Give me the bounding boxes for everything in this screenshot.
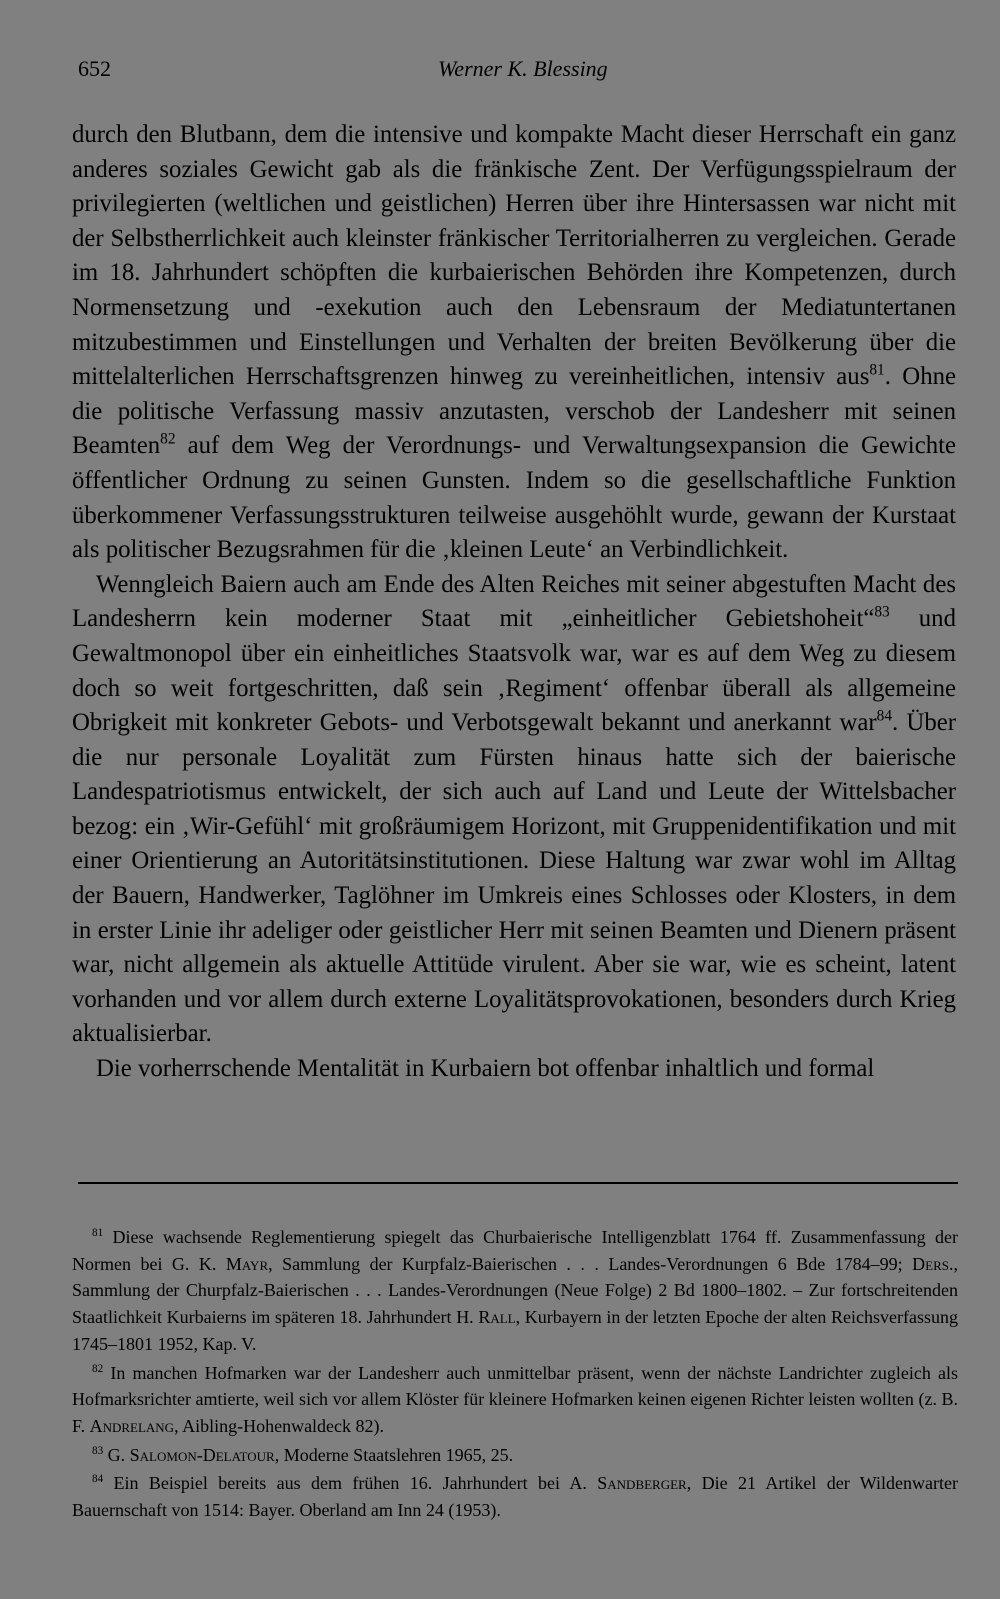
footnote-text: , Moderne Staatslehren 1965, 25. [274, 1444, 514, 1465]
footnote-separator [78, 1182, 958, 1184]
paragraph-2-text-c: . Über die nur personale Loyalität zum Fürsten hinaus hatte sich der baierische Landespatriotismus entwickelt, der sich auch auf Land und Leute der Wittelsbacher bezog: ein ‚Wir-Gefühl‘ mit großräumigem Horizont, mit Gruppenidentifikation und mit einer Orientierung an Autoritätsinstitutionen. Diese Haltung war zwar wohl im Alltag der Bauern, Handwerker, Taglöhner im Umkreis eines Schlosses oder Klosters, in dem in erster Linie ihr adeliger oder geistlicher Herr mit seinen Beamten und Dienern präsent war, nicht allgemein als aktuelle Attitüde virulent. Aber sie war, wie es scheint, latent vorhanden und vor allem durch externe Loyalitätsprovokationen, besonders durch Krieg aktualisierbar. [72, 709, 957, 1048]
author-name: Andrelang [89, 1415, 175, 1436]
author-name: Rall [478, 1307, 516, 1328]
footnote-text: Ein Beispiel bereits aus dem frühen 16. Jahrhundert bei A. [113, 1473, 598, 1494]
paragraph-1-text-c: auf dem Weg der Verordnungs- und Verwaltungsexpansion die Gewichte öffentlicher Ordnung zu seinen Gunsten. Indem so die gesellschaftliche Funktion überkommener Verfassungsstrukturen teilweise ausgehöhlt wurde, gewann der Kurstaat als politischer Bezugsrahmen für die ‚kleinen Leute‘ an Verbindlichkeit. [72, 432, 956, 564]
main-text [72, 118, 956, 1087]
paragraph-1 [72, 118, 956, 568]
footnote-ref-82[interactable]: 82 [160, 430, 176, 448]
paragraph-2-text-a: Wenngleich Baiern auch am Ende des Alten Reiches mit seiner abgestuften Macht des Landesherrn kein moderner Staat mit „einheitlicher Gebietshoheit“ [72, 570, 956, 633]
page-number: 652 [78, 56, 111, 81]
footnote-number: 81 [92, 1227, 104, 1240]
paragraph-1-text-b: . Ohne die politische Verfassung massiv anzutasten, verschob der Landesherr mit seinen Beamten [72, 363, 957, 460]
footnote-83 [72, 1442, 958, 1469]
footnotes [72, 1224, 958, 1526]
footnote-text: In manchen Hofmarken war der Landesherr auch unmittelbar präsent, wenn der nächste Landrichter zugleich als Hofmarksrichter amtierte, weil sich vor allem Klöster für kleinere Hofmarken keinen eigenen Richter leisten wollten (z. B. F. [72, 1362, 959, 1436]
footnote-number: 83 [92, 1444, 104, 1457]
author-name: Salomon-Delatour [129, 1444, 275, 1465]
footnote-ref-81[interactable]: 81 [869, 361, 885, 379]
footnote-text: , Kurbayern in der letzten Epoche der alten Reichsverfassung 1745–1801 1952, Kap. V. [72, 1307, 959, 1354]
footnote-number: 84 [92, 1473, 104, 1486]
footnote-text: , Die 21 Artikel der Wildenwarter Bauernschaft von 1514: Bayer. Oberland am Inn 24 (1953). [72, 1473, 959, 1521]
author-name: Sandberger [597, 1473, 687, 1494]
footnote-text: G. [107, 1444, 130, 1465]
footnote-text: Diese wachsende Reglementierung spiegelt das Churbaierische Intelligenzblatt 1764 ff. Zusammenfassung der Normen bei G. K. [72, 1227, 959, 1274]
footnote-84 [72, 1470, 958, 1523]
footnote-number: 82 [92, 1362, 104, 1375]
paragraph-3: Die vorherrschende Mentalität in Kurbaiern bot offenbar inhaltlich und formal [96, 1055, 875, 1083]
paragraph-2-text-b: und Gewaltmonopol über ein einheitliches Staatsvolk war, war es auf dem Weg zu diesem doch so weit fortgeschritten, daß sein ‚Regiment‘ offenbar überall als allgemeine Obrigkeit mit konkreter Gebots- und Verbotsgewalt bekannt und anerkannt war [72, 605, 956, 737]
footnote-text: , Sammlung der Churpfalz-Baierischen . . . Landes-Verordnungen (Neue Folge) 2 Bd 1800–1802. – Zur fortschreitenden Staatlichkeit Kurbaierns im späteren 18. Jahrhundert H. [72, 1253, 958, 1328]
footnote-text: , Sammlung der Kurpfalz-Baierischen . . . Landes-Verordnungen 6 Bde 1784–99; [268, 1253, 913, 1274]
paragraph-1-text-a: durch den Blutbann, dem die intensive und kompakte Macht dieser Herrschaft ein ganz anderes soziales Gewicht gab als die fränkische Zent. Der Verfügungsspielraum der privilegierten (weltlichen und geistlichen) Herren über ihre Hintersassen war nicht mit der Selbstherrlichkeit auch kleinster fränkischer Territorialherren zu vergleichen. Gerade im 18. Jahrhundert schöpften die kurbaierischen Behörden ihre Kompetenzen, durch Normensetzung und -exekution auch den Lebensraum der Mediatuntertanen mitzubestimmen und Einstellungen und Verhalten der breiten Bevölkerung über die mittelalterlichen Herrschaftsgrenzen hinweg zu vereinheitlichen, intensiv aus [72, 121, 956, 391]
footnote-81 [72, 1224, 958, 1358]
author-name: Ders. [912, 1253, 954, 1274]
author-name: Mayr [225, 1253, 269, 1274]
footnote-82 [72, 1360, 958, 1440]
paragraph-2 [72, 568, 956, 1052]
footnote-ref-83[interactable]: 83 [874, 603, 890, 621]
running-head: Werner K. Blessing [438, 56, 608, 81]
page-header [78, 50, 958, 90]
footnote-text: , Aibling-Hohenwaldeck 82). [174, 1415, 385, 1436]
footnote-ref-84[interactable]: 84 [876, 707, 893, 725]
